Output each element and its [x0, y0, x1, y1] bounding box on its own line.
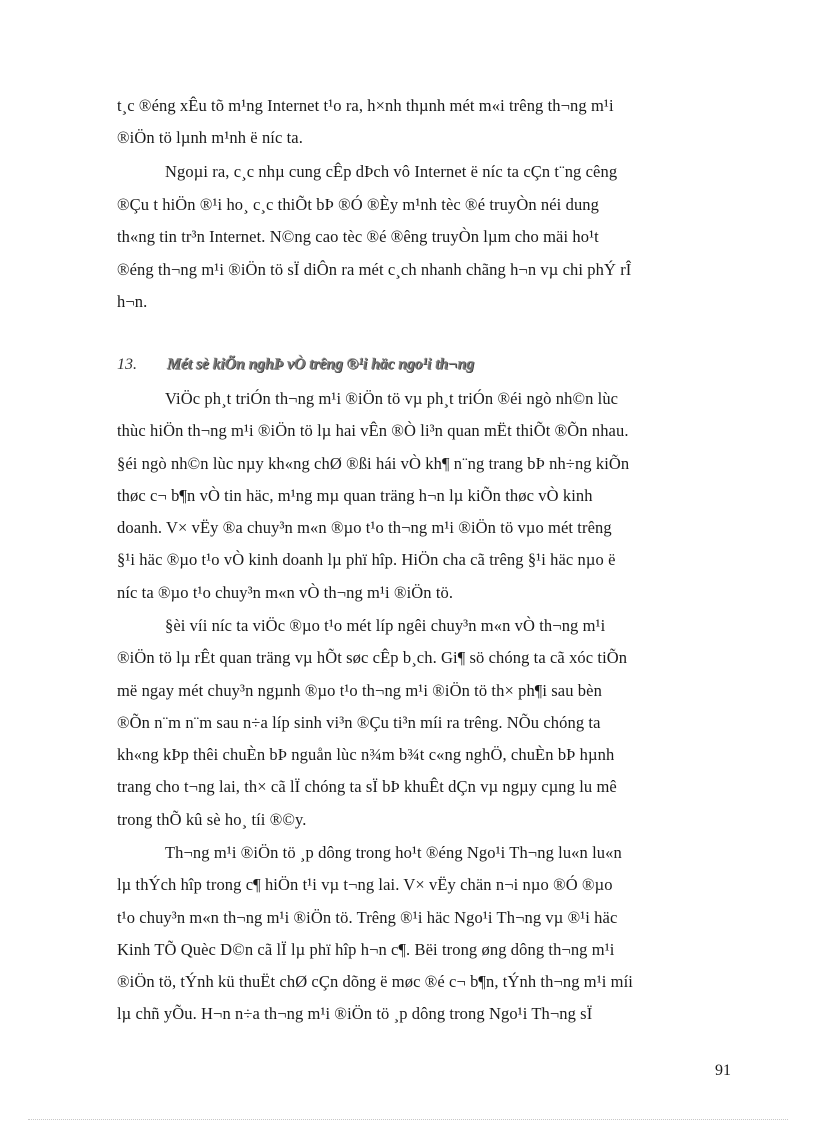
text-line: Kinh TÕ Quèc D©n cã lÏ lµ phï hîp h¬n c¶. Bëi trong øng dông th¬ng m¹i: [117, 940, 615, 959]
text-line: ®Õn n¨m n¨m sau n÷a líp sinh vi³n ®Çu ti³n míi ra trêng. NÕu chóng ta: [117, 713, 601, 732]
text-line: Th¬ng m¹i ®iÖn tö ¸p dông trong ho¹t ®éng Ngo¹i Th¬ng lu«n lu«n: [165, 843, 622, 862]
section-number: 13.: [117, 356, 137, 373]
text-line: thøc c¬ b¶n vÒ tin häc, m¹ng mµ quan träng h¬n lµ kiÕn thøc vÒ kinh: [117, 486, 593, 505]
text-line: t¸c ®éng xÊu tõ m¹ng Internet t¹o ra, h×nh thµnh mét m«i trêng th¬ng m¹i: [117, 96, 614, 115]
text-line: níc ta ®µo t¹o chuy³n m«n vÒ th¬ng m¹i ®iÖn tö.: [117, 583, 454, 602]
text-line: t¹o chuy³n m«n th¬ng m¹i ®iÖn tö. Trêng ®¹i häc Ngo¹i Th¬ng vµ ®¹i häc: [117, 908, 618, 927]
text-line: §éi ngò nh©n lùc nµy kh«ng chØ ®ßi hái vÒ kh¶ n¨ng trang bÞ nh÷ng kiÕn: [117, 454, 630, 473]
text-line: trong thÕ kû sè ho¸ tíi ®©y.: [117, 810, 307, 829]
section-title: Mét sè kiÕn nghÞ vÒ trêng ®¹i häc ngo¹i th¬ng: [167, 356, 475, 373]
text-line: trang cho t¬ng lai, th× cã lÏ chóng ta sÏ bÞ khuÊt dÇn vµ ngµy cµng lu mê: [117, 777, 617, 796]
text-line: kh«ng kÞp thêi chuÈn bÞ nguån lùc n¾m b¾t c«ng nghÖ, chuÈn bÞ hµnh: [117, 745, 615, 764]
text-line: ViÖc ph¸t triÓn th¬ng m¹i ®iÖn tö vµ ph¸t triÓn ®éi ngò nh©n lùc: [165, 389, 619, 408]
text-line: Ngoµi ra, c¸c nhµ cung cÊp dÞch vô Internet ë níc ta cÇn t¨ng cêng: [165, 162, 618, 181]
page-border: [28, 1119, 788, 1120]
text-line: ®iÖn tö, tÝnh kü thuËt chØ cÇn dõng ë møc ®é c¬ b¶n, tÝnh th¬ng m¹i míi: [117, 972, 633, 991]
text-line: h¬n.: [117, 292, 148, 311]
page-number: 91: [715, 1062, 731, 1079]
text-line: më ngay mét chuy³n ngµnh ®µo t¹o th¬ng m¹i ®iÖn tö th× ph¶i sau bèn: [117, 681, 602, 700]
text-line: ®Çu t hiÖn ®¹i ho¸ c¸c thiÕt bÞ ®Ó ®Èy m¹nh tèc ®é truyÒn néi dung: [117, 195, 599, 214]
text-line: ®iÖn tö lµnh m¹nh ë níc ta.: [117, 128, 303, 147]
text-line: ®éng th¬ng m¹i ®iÖn tö sÏ diÔn ra mét c¸ch nhanh chãng h¬n vµ chi phÝ rÎ: [117, 260, 632, 279]
text-line: §¹i häc ®µo t¹o vÒ kinh doanh lµ phï hîp. HiÖn cha cã trêng §¹i häc nµo ë: [117, 550, 616, 569]
text-line: th«ng tin tr³n Internet. N©ng cao tèc ®é ®êng truyÒn lµm cho mäi ho¹t: [117, 227, 599, 246]
text-line: §èi víi níc ta viÖc ®µo t¹o mét líp ngêi chuy³n m«n vÒ th¬ng m¹i: [165, 616, 606, 635]
text-line: thùc hiÖn th¬ng m¹i ®iÖn tö lµ hai vÊn ®Ò li³n quan mËt thiÕt ®Õn nhau.: [117, 421, 629, 440]
text-line: lµ thÝch hîp trong c¶ hiÖn t¹i vµ t¬ng lai. V× vËy chän n¬i nµo ®Ó ®µo: [117, 875, 613, 894]
text-line: lµ chñ yÕu. H¬n n÷a th¬ng m¹i ®iÖn tö ¸p dông trong Ngo¹i Th¬ng sÏ: [117, 1004, 593, 1023]
text-line: ®iÖn tö lµ rÊt quan träng vµ hÕt søc cÊp b¸ch. Gi¶ sö chóng ta cã xóc tiÕn: [117, 648, 628, 667]
section-heading: [117, 356, 474, 374]
text-line: doanh. V× vËy ®a chuy³n m«n ®µo t¹o th¬ng m¹i ®iÖn tö vµo mét trêng: [117, 518, 612, 537]
